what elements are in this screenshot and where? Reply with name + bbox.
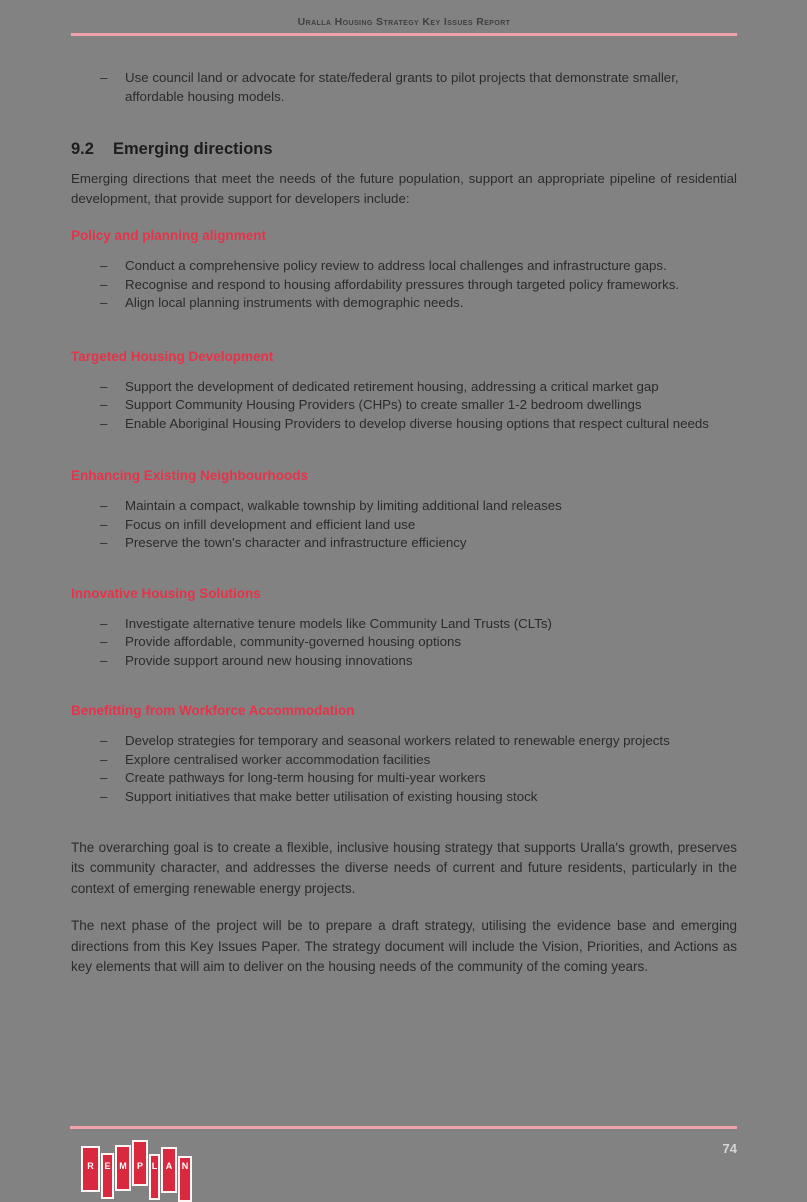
page-header: [71, 0, 737, 36]
logo-block: [115, 1145, 131, 1191]
logo-block: [81, 1146, 100, 1192]
logo-letter: M: [119, 1161, 127, 1171]
logo-letter: L: [151, 1161, 158, 1171]
logo-letter: R: [87, 1161, 94, 1171]
subsection-policy-alignment: [71, 228, 737, 313]
bullet-list: [71, 497, 737, 553]
section-heading: [71, 140, 737, 159]
section-number: 9.2: [71, 140, 94, 158]
header-rule: [71, 33, 737, 36]
intro-paragraph: Emerging directions that meet the needs of the future population, support an appropriate pipeline of residential development, that provide support for developers include:: [71, 171, 737, 206]
lead-bullet-list: [71, 69, 737, 106]
list-item: – Develop strategies for temporary and seasonal workers related to renewable energy projects: [71, 732, 737, 751]
header-title: Uralla Housing Strategy Key Issues Report: [297, 16, 511, 28]
list-item: – Investigate alternative tenure models like Community Land Trusts (CLTs): [71, 615, 737, 634]
list-item: – Support the development of dedicated retirement housing, addressing a critical market gap: [71, 378, 737, 397]
subsection-targeted-housing: [71, 349, 737, 434]
subsection-heading: Targeted Housing Development: [71, 348, 274, 364]
subsection-heading: Benefitting from Workforce Accommodation: [71, 703, 355, 718]
remplan-logo: [81, 1140, 196, 1171]
list-item: – Use council land or advocate for state/federal grants to pilot projects that demonstrate smaller, affordable housing models.: [71, 69, 737, 106]
logo-block: [101, 1153, 114, 1199]
list-item: – Align local planning instruments with demographic needs.: [71, 294, 737, 313]
list-item: – Enable Aboriginal Housing Providers to develop diverse housing options that respect cultural needs: [71, 415, 737, 434]
subsection-heading: Policy and planning alignment: [71, 228, 267, 243]
list-item: – Provide support around new housing innovations: [71, 652, 737, 671]
subsection-workforce-accommodation: [71, 703, 737, 806]
subsection-existing-neighbourhoods: [71, 468, 737, 553]
closing-paragraph: The overarching goal is to create a flexible, inclusive housing strategy that supports Uralla's growth, preserves its community character, and addresses the diverse needs of current and future residents, particularly in the context of emerging renewable energy projects.: [71, 840, 737, 896]
bullet-list: [71, 615, 737, 671]
logo-block: [178, 1156, 192, 1202]
logo-letter: A: [165, 1161, 173, 1171]
section-title: Emerging directions: [113, 140, 273, 158]
logo-letter: N: [181, 1161, 189, 1171]
list-item: – Support Community Housing Providers (CHPs) to create smaller 1-2 bedroom dwellings: [71, 396, 737, 415]
logo-block: [132, 1140, 148, 1186]
list-item: – Preserve the town's character and infrastructure efficiency: [71, 534, 737, 553]
subsection-innovative-solutions: [71, 586, 737, 671]
subsection-heading: Innovative Housing Solutions: [71, 585, 261, 601]
page-number: 74: [722, 1141, 737, 1156]
list-item: – Conduct a comprehensive policy review to address local challenges and infrastructure gaps.: [71, 257, 737, 276]
logo-block: [161, 1147, 177, 1193]
bullet-list: [71, 378, 737, 434]
logo-letter: E: [104, 1161, 111, 1171]
bullet-list: [71, 257, 737, 313]
logo-block: [149, 1154, 160, 1200]
list-item: – Provide affordable, community-governed housing options: [71, 633, 737, 652]
list-item: – Focus on infill development and efficient land use: [71, 516, 737, 535]
footer-rule: [70, 1126, 737, 1129]
list-item: – Explore centralised worker accommodation facilities: [71, 751, 737, 770]
list-item: – Recognise and respond to housing affordability pressures through targeted policy frameworks.: [71, 276, 737, 295]
list-item: – Support initiatives that make better utilisation of existing housing stock: [71, 788, 737, 807]
bullet-list: [71, 732, 737, 806]
list-item: – Maintain a compact, walkable township by limiting additional land releases: [71, 497, 737, 516]
list-item: – Create pathways for long-term housing for multi-year workers: [71, 769, 737, 788]
logo-letter: P: [136, 1161, 143, 1171]
page-content: [71, 0, 737, 977]
subsection-heading: Enhancing Existing Neighbourhoods: [71, 468, 309, 483]
closing-paragraph: The next phase of the project will be to prepare a draft strategy, utilising the evidence base and emerging directions from this Key Issues Paper. The strategy document will include the Vision, Priorities, and Actions as key elements that will aim to deliver on the housing needs of the community of the coming years.: [71, 918, 737, 975]
